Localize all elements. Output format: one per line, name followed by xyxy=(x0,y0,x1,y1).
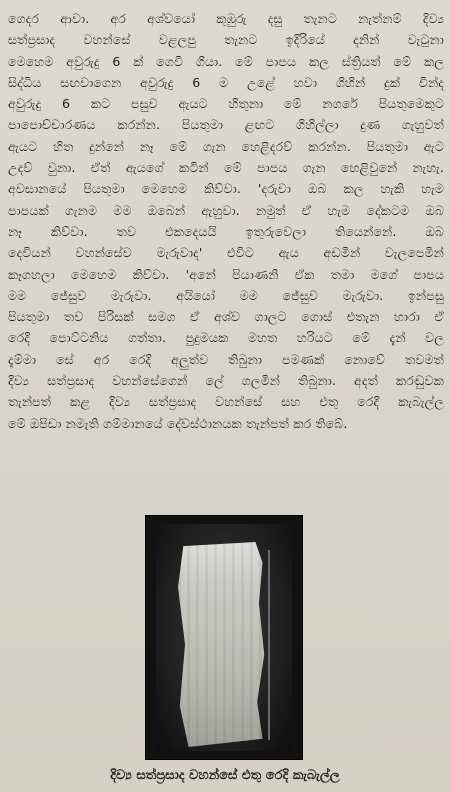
text-line: ගෙදර ආවා. අර අශ්වයෝ කුඹුරු දසු තැනට නැත්නම් දිව්‍ය xyxy=(8,11,444,26)
photo-caption: දිව්‍ය සත්ප්‍රසාද වහන්සේ එතු රෙදි කැබැල්ල xyxy=(110,768,340,783)
text-line: පාපයක් ගැනම මම ඔබෙන් ඇහුවා. නමුත් ඒ හැම දේකටම ඔබ xyxy=(8,202,444,218)
text-line: පාපොච්චාරණය කරන්න. පියතුමා ළඟට ගිහිල්ලා දුණ ගැහුවත් xyxy=(8,117,444,133)
display-rod xyxy=(268,550,270,740)
cloth-relic xyxy=(178,542,266,747)
text-line: නෑ කිව්වා. තව එකදෙයයි ඉතුරුවෙලා තියෙන්නේ. ඔබ xyxy=(8,223,444,239)
text-line: පියතුමා තව පිරිසක් සමග ඒ අශ්ව ගාලට ගොස් එතැන හාරා ඒ xyxy=(8,309,444,325)
text-line: දැම්මා සේ අර රෙදි අලුත්ව තිබුනා පමණක් නොවේ තවමත් xyxy=(8,351,444,367)
text-line: දිව්‍ය සත්ප්‍රසාද වහන්සේගෙන් ලේ ගලමින් තිබුනා. අදත් කරඬුවක xyxy=(8,373,444,389)
relic-photo xyxy=(146,516,302,759)
text-line: රෙදි පොට්ටනිය ගත්තා. පුදුමයක මහත හරියට මේ දැන් වල xyxy=(8,330,444,346)
text-line: උදව් වුනා. ඒත් ඇයගේ කටින් මේ පාපය ගැන හෙළිවුනේ නැහැ. xyxy=(8,160,444,176)
text-line: මේ ඔපිඩා නමැති ගම්මානයේ දේවස්ථානයක තැන්පත් කර තිබේ. xyxy=(8,415,348,431)
text-line: අවසානයේ පියතුමා මෙහෙම කිව්වා. 'දරුවා ඔබ කල හැකි හැම xyxy=(8,181,444,197)
text-line: සත්ප්‍රසාද වහන්සේ වළලපු තැනට ඉදිරියේ දනින් වැටුනා xyxy=(8,32,444,48)
text-line: තැන්පත් කළ දිව්‍ය සත්ප්‍රසාද වහන්සේ සහ එතු රෙදි කැබැල්ල xyxy=(8,394,444,410)
text-line: මෙහෙම අවුරුදු 6 ක් ගෙවී ගියා. මේ පාපය කල ස්ත්‍රියත් මේ කල xyxy=(8,53,444,69)
text-line: කෑගහලා මෙහෙම කිව්වා. 'අනේ පියාණනි ඒක තමා මගේ පාපය xyxy=(8,266,444,282)
text-line: ඇයට හිත දුන්නේ නෑ මේ ගැන හෙළිදරව් කරන්න. පියතුමා ඇට xyxy=(8,138,444,154)
article-body xyxy=(8,8,444,434)
text-line: සිද්ධිය සඟවාගෙන අවුරුදු 6 ම උළේ හවා ගිහින් දුක් වින්ද xyxy=(8,74,444,90)
text-line: මම ජේසුව මැරුවා. අයියෝ මම ජේසුව මැරුවා. ඉන්පසු xyxy=(8,287,444,303)
photo-background xyxy=(156,524,292,751)
text-line: දෙවියන් වහන්සේව මැරුවාද' එවිට ඇය අඩමින් වැලපෙමින් xyxy=(8,245,444,261)
text-line: අවුරුදු 6 කට පසුව ඇයට හිතුනා මේ නගරේ පියතුමෙකුට xyxy=(8,96,444,112)
